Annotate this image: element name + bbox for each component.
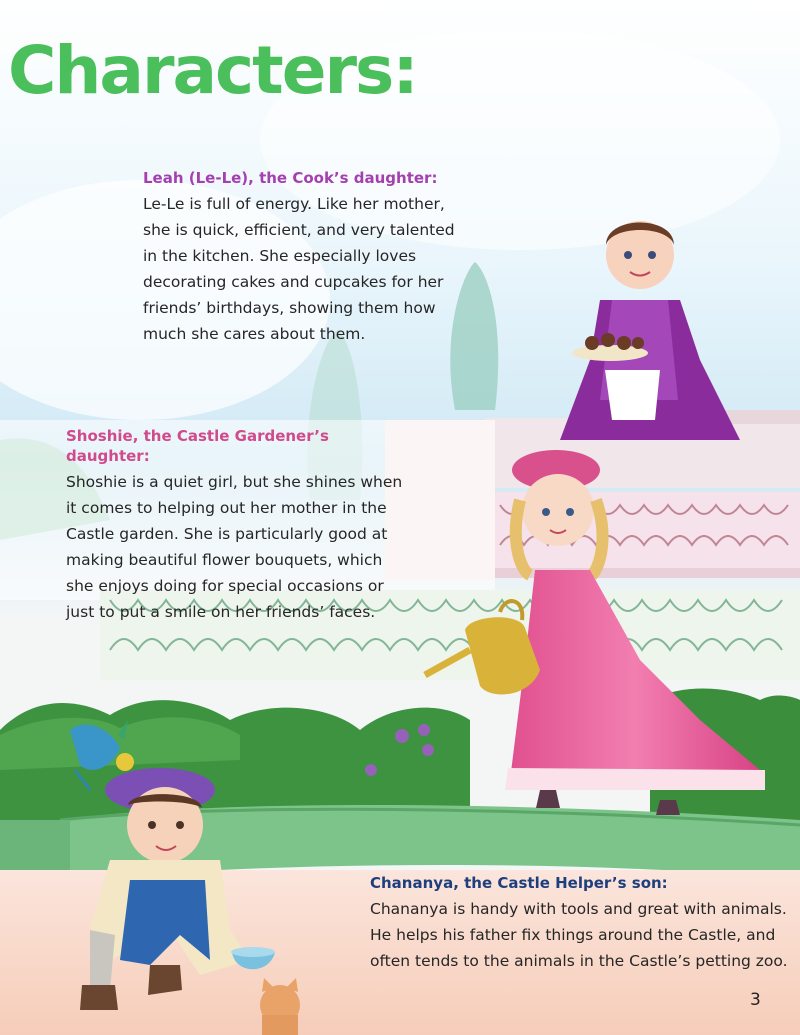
character-description: Chananya is handy with tools and great with animals. He helps his father fix things around the Castle, and often tends to the animals in the Castle’s petting zoo. (370, 900, 788, 970)
character-description: Le-Le is full of energy. Like her mother, she is quick, efficient, and very talented in the kitchen. She especially loves decorating cakes and cupcakes for her friends’ birthdays, showing them how much she cares about them. (143, 195, 455, 343)
kitten-figure (260, 978, 300, 1035)
character-heading: Shoshie, the Castle Gardener’s daughter: (66, 427, 329, 465)
character-heading: Leah (Le-Le), the Cook’s daughter: (143, 169, 438, 187)
character-heading: Chananya, the Castle Helper’s son: (370, 874, 668, 892)
character-chananya (370, 873, 790, 974)
character-shoshie (66, 426, 406, 625)
character-leah (143, 168, 473, 347)
page-title: Characters: (8, 32, 417, 109)
character-description: Shoshie is a quiet girl, but she shines when it comes to helping out her mother in the Castle garden. She is particularly good at making beautiful flower bouquets, which she enjoys doing for special occasions or just to put a smile on her friends’ faces. (66, 473, 403, 621)
page-number: 3 (750, 990, 761, 1010)
